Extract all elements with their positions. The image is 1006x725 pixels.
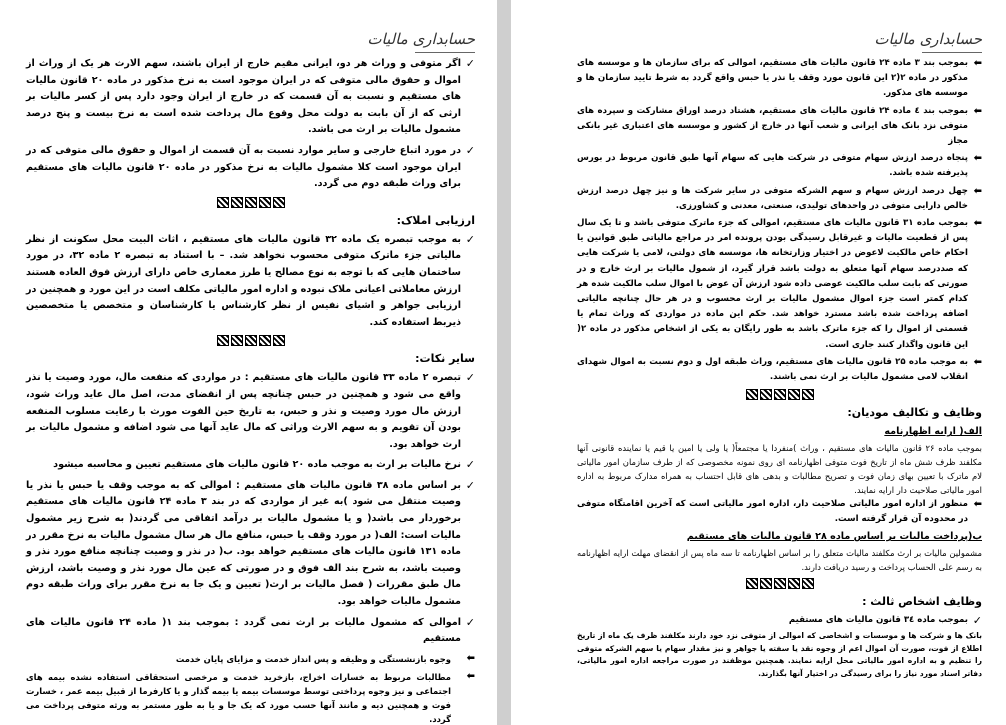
section-heading: ارزیابی املاک:: [396, 213, 475, 227]
logo-underline: [922, 52, 982, 53]
paragraph-text: مشمولین مالیات بر ارث مکلفند مالیات متعلق را بر اساس اظهارنامه تا سه ماه پس از انقضای مهلت ارایه اظهارنامه به رسم علی الحساب پرداخت و رسید دریافت دارند.: [577, 547, 982, 572]
logo: [26, 8, 475, 56]
arrow-left-icon: ⬅: [973, 356, 982, 368]
check-icon: ✓: [465, 615, 475, 629]
sub-bullet-item: [26, 670, 475, 725]
check-icon: ✓: [465, 57, 475, 70]
bullet-item: [577, 355, 982, 385]
paragraph-text: نرخ مالیات بر ارث به موجب ماده ۲۰ قانون مالیات های مستقیم تعیین و محاسبه میشود: [53, 459, 461, 471]
logo: [577, 8, 982, 56]
paragraph-text: به موجب ماده ۲۵ قانون مالیات های مستقیم، وراث طبقه اول و دوم نسبت به اموال شهدای انقلاب لامی مشمول مالیات بر ارث نمی باشند.: [577, 356, 968, 383]
subheading: الف( ارایه اظهارنامه: [884, 426, 982, 438]
arrow-left-icon: ⬅: [973, 58, 982, 69]
bullet-item: [26, 615, 475, 648]
logo-text: حسابداری مالیات: [874, 30, 982, 48]
arrow-left-icon: ⬅: [466, 670, 475, 682]
section-heading: سایر نکات:: [415, 352, 475, 366]
section-separator: [577, 389, 982, 401]
logo-text: حسابداری مالیات: [367, 30, 475, 48]
section-separator: [26, 335, 475, 347]
paragraph-text: چهل درصد ارزش سهام و سهم الشرکه متوفی در سایر شرکت ها و نیز چهل درصد ارزش خالص دارایی متوفی در واحدهای تولیدی، صنعتی، معدنی و کشاورزی.: [577, 185, 968, 211]
paragraph-text: بموجب بند ۳ ماده ۲۴ قانون مالیات های مستقیم، اموالی که برای سازمان ها و موسسه های مذکور در ماده ۲(۲ این قانون مورد وقف یا نذر یا حبس واقع گردد به شرط تایید سازمان ها و موسسه های مذکور.: [577, 58, 968, 99]
bullet-item: [577, 613, 982, 628]
bullet-item: [577, 216, 982, 353]
paragraph-text: لامی یا شرکت هایی که صددرصد سهام آنها متعلق به دولت باشد قرار: [577, 248, 968, 274]
paragraph-text: بموجب ماده ۳۱ قانون مالیات های مستقیم، اموالی که جزء ماترک متوفی باشد و تا یک سال پس از قطعیت مالیات و غیرقابل رسیدگی بودن پرونده امر در مراجع مالیاتی طبق قوانین یا احکام خاص مالکیت لاعوض در اختیار وزارتخانه ها، موسسه های دولتی،: [577, 218, 968, 259]
paragraph-text: وجوه بازنشستگی و وظیفه و پس انداز خدمت و مزایای پایان خدمت: [175, 653, 451, 664]
bullet-item: [26, 143, 475, 193]
check-icon: ✓: [465, 371, 475, 385]
bullet-item: [26, 232, 475, 332]
page-gutter: [497, 0, 511, 725]
bullet-item: [577, 151, 982, 181]
left-page: [0, 0, 497, 725]
paragraph-text: گیرد، از شمول مالیات بر ارث خارج و در صورتی که بابت سلب مالکیت عوضی داده شود ارزش آن عوض با اموال سلب مالکیت شده هر کدام کمتر است جزء اموال مشمول مالیات بر ارث محسوب و در هر حال چنانچه مالیاتی اضافه پرداخت شده باشد مسترد خواهد شد. حکم این ماده در مواردی که وراث تمام یا قسمتی از اموال را که جزء ماترک باشد به طور رایگان به یکی از اشخاص مذکور در ماده ۲( این قانون واگذار کنند جاری است.: [577, 263, 968, 350]
section-separator: [577, 578, 982, 590]
section-separator: [26, 197, 475, 209]
paragraph-text: بموجب ماده ۳٤ قانون مالیات های مستقیم: [788, 614, 968, 625]
subheading: ب(پرداخت مالیات بر اساس ماده ۲۸ قانون مالیات های مستقیم: [686, 531, 982, 543]
arrow-left-icon: ⬅: [973, 105, 982, 117]
check-icon: ✓: [972, 613, 982, 627]
paragraph-text: اگر متوفی و وراث هر دو، ایرانی مقیم خارج از ایران باشند، سهم الارث هر یک از وراث از اموال و حقوق مالی متوفی که در ایران موجود است به نرخ مذکور در ماده ۲۰ قانون مالیات های مستقیم و نسبت به آن قسمت که در خارج از ایران وجود دارد پس از کسر مالیات بر ارثی که از آن بابت به دولت محل وقوع مال پرداخت شده است به نرخ بیست و پنج درصد مشمول مالیات بر ارث می باشد.: [26, 58, 461, 136]
section-heading: وظایف اشخاص ثالث :: [862, 594, 982, 608]
check-icon: ✓: [465, 232, 475, 246]
paragraph-text: بر اساس ماده ۳۸ قانون مالیات های مستقیم : اموالی که به موجب وقف یا حبس یا نذر یا وصیت منتقل می شود )به غیر از مواردی که در بند ۳ ماده ۲۴ قانون مالیات های مستقیم برخوردار می باشد( و یا مشمول مالیات بر درآمد اتفاقی می گردند( به شرح زیر مشمول مالیات است: الف( در مورد وقف یا حبس، منافع مال هر سال مشمول مالیات به نرخ مقرر در ماده ۱۳۱ قانون مالیات های مستقیم خواهد بود. ب( در نذر و وصیت چنانچه منافع مورد نذر و وصیت باشد، به شرح بند الف فوق و در صورتی که عین مال مورد نذر و وصیت باشد، ارزش مال طبق مقررات ( فصل مالیات بر ارث( تعیین و یک جا به نرخ مقرر برای وراث طبقه دوم مشمول مالیات خواهد بود.: [26, 479, 461, 608]
bullet-item: [26, 457, 475, 474]
bullet-item: [26, 56, 475, 139]
arrow-left-icon: ⬅: [973, 153, 982, 165]
bullet-item: [577, 497, 982, 527]
arrow-left-icon: ⬅: [973, 218, 982, 230]
paragraph-text: پنجاه درصد ارزش سهام متوفی در شرکت هایی که سهام آنها طبق قانون مربوط در بورس پذیرفته شده باشد.: [577, 153, 968, 179]
paragraph-text: به موجب تبصره یک ماده ۳۲ قانون مالیات های مستقیم ، اثاث البیت محل سکونت از نظر مالیاتی جزء ماترک متوفی محسوب نخواهد شد. – با استناد به تبصره ۲ ماده ۳۲، در مورد ساختمان هایی که با توجه به نوع مصالح یا طرز معماری خاص دارای ارزش فوق العاده هستند ارزش معاملاتی اعیانی ملاک نبوده و اداره امور مالیاتی مکلف است در این مورد و همچنین در ارزیابی جواهر و اشیای نفیس از نظر کارشناس یا کارشناسان و متخصص یا متخصصین ذیربط استفاده کند.: [26, 233, 462, 328]
paragraph-text: منظور از اداره امور مالیاتی صلاحیت دار، اداره امور مالیاتی است که آخرین اقامتگاه متوفی در محدوده آن قرار گرفته است.: [577, 498, 968, 525]
section-heading: وظایف و تکالیف مودیان:: [847, 406, 982, 420]
bullet-item: [577, 184, 982, 214]
paragraph-text: مطالبات مربوط به خسارات اخراج، بازخرید خدمت و مرخصی استحقاقی استفاده نشده بیمه های اجتماعی و نیز وجوه پرداختی توسط موسسات بیمه یا بیمه گذار و یا کارفرما از قبیل بیمه عمر ، خسارت فوت و همچنین دیه و مانند آنها حسب مورد که یک جا و یا به طور مستمر به ورثه متوفی پرداخت می گردد.: [26, 671, 451, 724]
paragraph-text: بموجب ماده ۲۶ قانون مالیات های مستقیم ، وراث )منفردا یا مجتمعاً( یا ولی یا امین یا قیم یا نماینده قانونی آنها مکلفند ظرف شش ماه از تاریخ فوت متوفی اظهارنامه ای روی نمونه مخصوصی که از طرف سازمان امور مالیاتی لام ماترک با تعیین بهای زمان فوت و تصریح مطالبات و بدهی های قابل احتساب به همراه مدارک مربوط به اداره امور مالیاتی صلاحیت دار ارایه نمایند.: [577, 442, 982, 495]
check-icon: ✓: [465, 458, 475, 472]
right-page: [511, 0, 1006, 725]
logo-underline: [415, 52, 475, 53]
sub-bullet-item: [26, 652, 475, 666]
bullet-item: [577, 104, 982, 150]
paragraph-text: بموجب بند ٤ ماده ۲۴ قانون مالیات های مستقیم، هشتاد درصد اوراق مشارکت و سپرده های متوفی نزد بانک های ایرانی و شعب آنها در خارج از کشور و موسسه های اعتباری غیر بانکی مجاز: [577, 105, 969, 147]
paragraph-text: در مورد اتباع خارجی و سایر موارد نسبت به آن قسمت از اموال و حقوق مالی متوفی که در ایران موجود است کلا مشمول مالیات به نرخ مذکور در ماده ۲۰ قانون مالیات های مستقیم برای وراث طبقه دوم می گردد.: [26, 144, 461, 190]
paragraph-text: بانک ها و شرکت ها و موسسات و اشخاصی که اموالی از متوفی نزد خود دارند مکلفند ظرف یک ماه از تاریخ اطلاع از فوت، صورت آن اموال اعم از وجوه نقد یا سفته یا جواهر و نیز مقدار سهام یا سهم الشرکه متوفی را تنظیم و به اداره امور مالیاتی محل ارایه نمایند. همچنین موظفند در صورت مراجعه اداره امور مالیاتی، دفاتر اسناد مورد نیاز را برای رسیدگی در اختیار آنها بگذارند.: [577, 631, 982, 678]
arrow-left-icon: ⬅: [973, 185, 982, 197]
check-icon: ✓: [465, 143, 475, 157]
bullet-item: [577, 56, 982, 102]
arrow-left-icon: ⬅: [466, 652, 475, 664]
bullet-item: [26, 478, 475, 611]
check-icon: ✓: [465, 478, 475, 492]
paragraph-text: اموالی که مشمول مالیات بر ارث نمی گردد : بموجب بند ۱( ماده ۲۴ قانون مالیات های مستقیم: [26, 616, 461, 645]
bullet-item: [26, 370, 475, 453]
paragraph-text: تبصره ۲ ماده ۳۳ قانون مالیات های مستقیم : در مواردی که منفعت مال، مورد وصیت یا نذر واقع می شود و همچنین در حبس چنانچه پس از انقضای مدت، اصل مال عاید وراث شود، ارزش مال مورد وصیت و نذر و حبس، به تاریخ حین الفوت مورث با رعایت مسلوب المنفعه بودن آن تقویم و به سهم الارث وراثی که مال عاید آنها می شود اضافه و مشمول مالیات بر ارث خواهد بود.: [26, 372, 461, 450]
arrow-left-icon: ⬅: [973, 498, 982, 510]
